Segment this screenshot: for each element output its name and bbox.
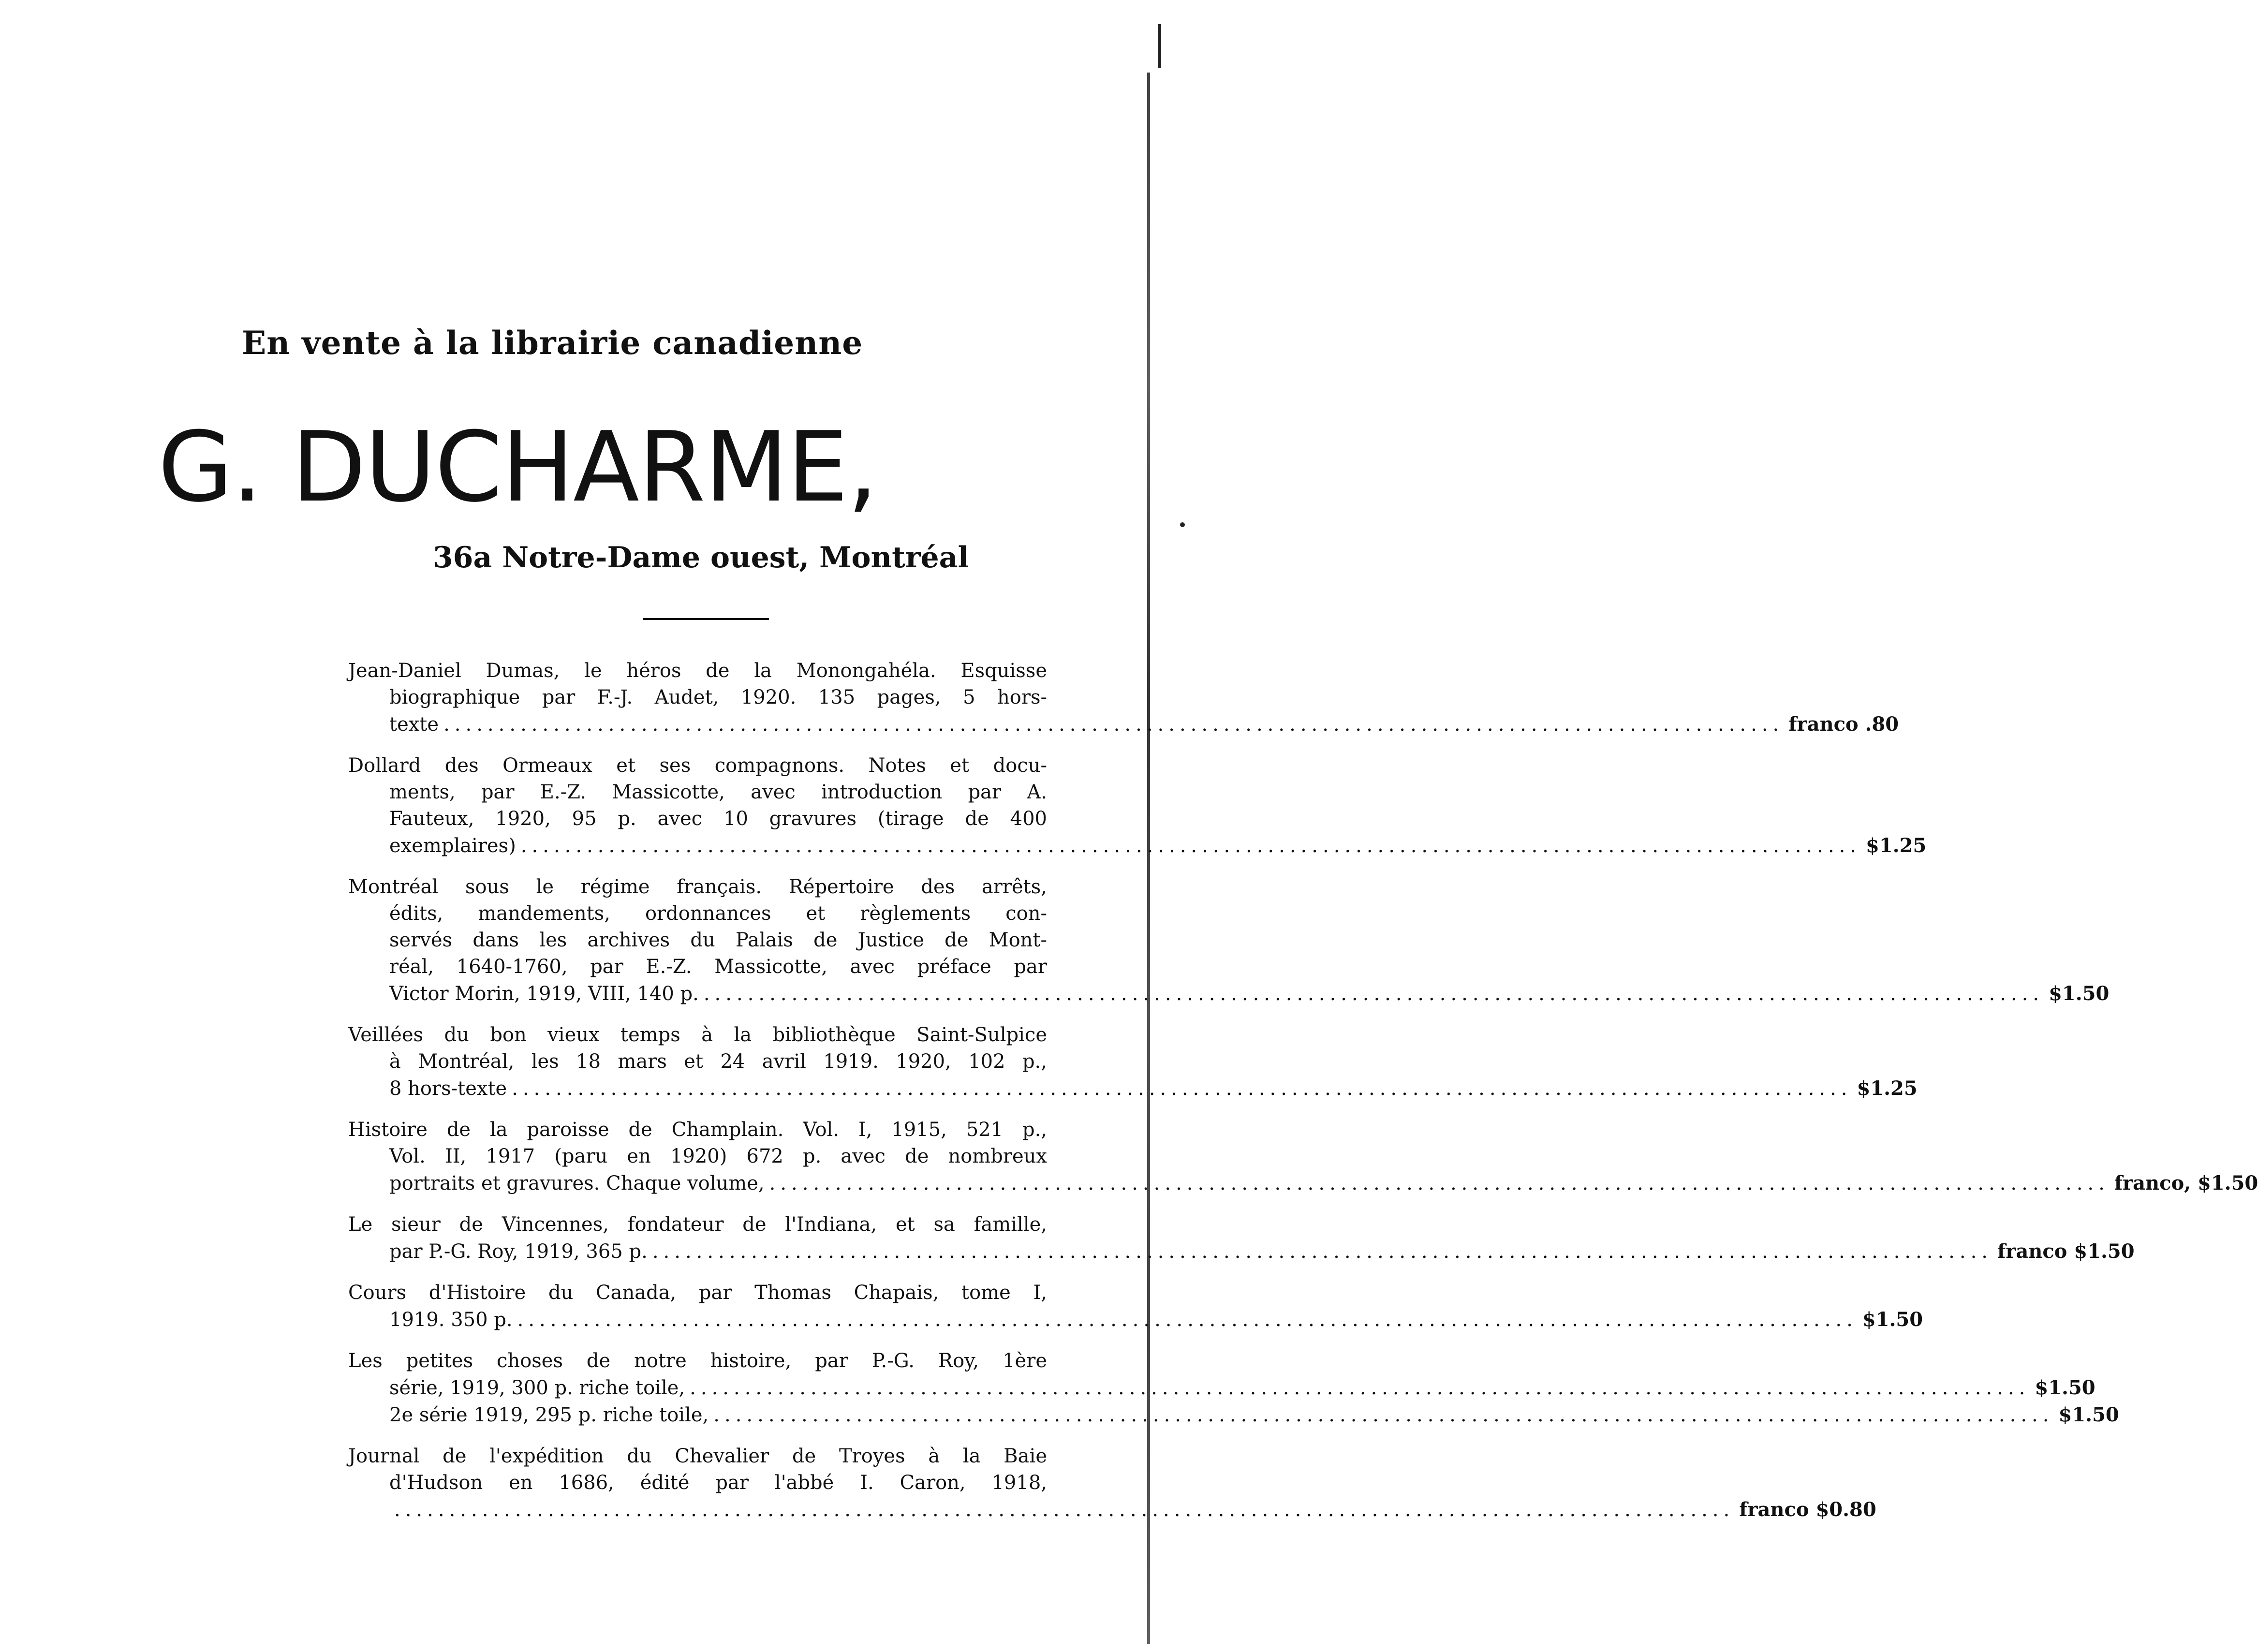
- entry-price-line: [348, 980, 2110, 1007]
- entry-first-line: Journal de l'expédition du Chevalier de Troyes à la Baie: [348, 1445, 1047, 1467]
- entry-continuation-line: servés dans les archives du Palais de Justice de Mont-: [389, 929, 1047, 951]
- entry-continuation-line: ments, par E.-Z. Massicotte, avec introduction par A.: [389, 781, 1047, 803]
- scan-dot: [1180, 522, 1185, 527]
- dot-leader: ..........................................................................................................................: [443, 713, 1784, 736]
- entry-continuation-line: Vol. II, 1917 (paru en 1920) 672 p. avec de nombreux: [389, 1145, 1047, 1167]
- entry-continuation-line: réal, 1640-1760, par E.-Z. Massicotte, avec préface par: [389, 956, 1047, 978]
- scan-edge-mark: [1158, 24, 1161, 68]
- entry-price-line: [348, 711, 1899, 738]
- divider-rule: [643, 618, 769, 620]
- entry-last-text: exemplaires): [389, 835, 516, 857]
- header-address: 36a Notre-Dame ouest, Montréal: [433, 541, 969, 575]
- dot-leader: ..........................................................................................................................: [769, 1172, 2110, 1195]
- entry-continuation-line: édits, mandements, ordonnances et règlements con-: [389, 902, 1047, 925]
- entry-price-line: [348, 1306, 1923, 1333]
- entry-price-line: [348, 832, 1927, 859]
- entry-continuation-line: biographique par F.-J. Audet, 1920. 135 pages, 5 hors-: [389, 686, 1047, 708]
- entry-first-line: Dollard des Ormeaux et ses compagnons. Notes et docu-: [348, 754, 1047, 777]
- entry-price-line: [348, 1170, 2258, 1197]
- entry-price: franco, $1.50: [2114, 1172, 2258, 1195]
- header-title: G. DUCHARME,: [158, 411, 877, 524]
- entry-price: $1.50: [2049, 982, 2110, 1005]
- entry-first-line: Les petites choses de notre histoire, par P.-G. Roy, 1ère: [348, 1350, 1047, 1372]
- entry-last-text: 1919. 350 p.: [389, 1309, 513, 1331]
- entry-first-line: Histoire de la paroisse de Champlain. Vol. I, 1915, 521 p.,: [348, 1119, 1047, 1141]
- entry-first-line: Le sieur de Vincennes, fondateur de l'Indiana, et sa famille,: [348, 1213, 1047, 1236]
- entry-last-text: Victor Morin, 1919, VIII, 140 p.: [389, 983, 699, 1005]
- dot-leader: ..........................................................................................................................: [394, 1499, 1735, 1521]
- dot-leader: ..........................................................................................................................: [652, 1240, 1993, 1263]
- listing-entry: [348, 1348, 2119, 1429]
- entry-price-line: [348, 1374, 2096, 1401]
- entry-price-line: [348, 1075, 1918, 1102]
- entry-first-line: Jean-Daniel Dumas, le héros de la Monongahéla. Esquisse: [348, 660, 1047, 682]
- entry-last-text: texte: [389, 713, 439, 736]
- entry-first-line: Cours d'Histoire du Canada, par Thomas Chapais, tome I,: [348, 1282, 1047, 1304]
- entry-continuation-line: Fauteux, 1920, 95 p. avec 10 gravures (tirage de 400: [389, 808, 1047, 830]
- dot-leader: ..........................................................................................................................: [690, 1377, 2030, 1399]
- entry-first-line: Veillées du bon vieux temps à la bibliothèque Saint-Sulpice: [348, 1024, 1047, 1046]
- listing-entry: [348, 752, 1927, 859]
- entry-price: $1.25: [1857, 1077, 1918, 1100]
- dot-leader: ..........................................................................................................................: [517, 1309, 1858, 1331]
- entry-price-line: [348, 1238, 2135, 1265]
- entry-last-text: 2e série 1919, 295 p. riche toile,: [389, 1404, 709, 1426]
- book-listing: [348, 658, 2258, 1538]
- dot-leader: ..........................................................................................................................: [520, 835, 1861, 857]
- listing-entry: [348, 658, 1899, 738]
- entry-price: $1.50: [2058, 1403, 2119, 1426]
- entry-last-text: portraits et gravures. Chaque volume,: [389, 1172, 765, 1195]
- entry-continuation-line: à Montréal, les 18 mars et 24 avril 1919. 1920, 102 p.,: [389, 1050, 1047, 1073]
- entry-price: franco $0.80: [1739, 1498, 1876, 1521]
- dot-leader: ..........................................................................................................................: [703, 983, 2044, 1005]
- dot-leader: ..........................................................................................................................: [713, 1404, 2054, 1426]
- entry-price: $1.25: [1866, 834, 1927, 857]
- listing-entry: [348, 1280, 1923, 1333]
- entry-first-line: Montréal sous le régime français. Répertoire des arrêts,: [348, 876, 1047, 898]
- entry-last-text: par P.-G. Roy, 1919, 365 p.: [389, 1240, 648, 1263]
- entry-price-line: [348, 1496, 1876, 1523]
- header-subtitle: En vente à la librairie canadienne: [242, 324, 863, 362]
- entry-last-text: série, 1919, 300 p. riche toile,: [389, 1377, 685, 1399]
- entry-continuation-line: d'Hudson en 1686, édité par l'abbé I. Caron, 1918,: [389, 1472, 1047, 1494]
- listing-entry: [348, 1117, 2258, 1197]
- dot-leader: ..........................................................................................................................: [512, 1077, 1852, 1100]
- listing-entry: [348, 1443, 1876, 1523]
- listing-entry: [348, 1022, 1918, 1102]
- entry-last-text: 8 hors-texte: [389, 1077, 507, 1100]
- entry-price: $1.50: [2035, 1376, 2096, 1399]
- entry-price: franco $1.50: [1997, 1240, 2135, 1263]
- entry-price: franco .80: [1788, 713, 1899, 736]
- listing-entry: [348, 874, 2110, 1007]
- entry-price-line: [348, 1401, 2119, 1429]
- listing-entry: [348, 1211, 2135, 1265]
- entry-price: $1.50: [1862, 1308, 1923, 1331]
